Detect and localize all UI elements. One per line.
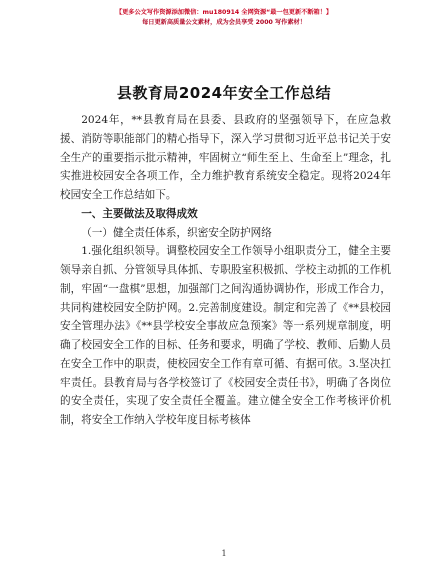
promo-banner — [0, 8, 448, 28]
subsection-heading: （一）健全责任体系，织密安全防护网络 — [81, 226, 272, 239]
section-heading: 一、主要做法及取得成效 — [81, 207, 198, 220]
intro-paragraph: 2024年，**县教育局在县委、县政府的坚强领导下，在应急救援、消防等职能部门的精心指导下，深入学习贯彻习近平总书记关于安全生产的重要指示批示精神，牢固树立“师生至上、生命至上”理念，扎实推进校园安全各项工作，全力维护教育系统安全稳定。现将2024年校园安全工作总结如下。 — [60, 114, 391, 201]
document-body — [60, 111, 391, 430]
document-title: 县教育局2024年安全工作总结 — [116, 84, 332, 102]
body-paragraph: 1.强化组织领导。调整校园安全工作领导小组职责分工，健全主要领导亲自抓、分管领导具体抓、专职股室积极抓、学校主动抓的工作机制，牢固“一盘棋”思想，加强部门之间沟通协调协作，形成工作合力，共同构建校园安全防护网。2.完善制度建设。制定和完善了《**县校园安全管理办法》《**县学校安全事故应急预案》等一系列规章制度，明确了校园安全工作的目标、任务和要求，明确了学校、教师、后勤人员在安全工作中的职责，使校园安全工作有章可循、有据可依。3.坚决扛牢责任。县教育局与各学校签订了《校园安全责任书》，明确了各岗位的安全责任，实现了安全责任全覆盖。建立健全安全工作考核评价机制，将安全工作纳入学校年度目标考核体 — [60, 245, 391, 426]
promo-banner-line-1: 【更多公文写作资源添加微信：mu180914 全网资源“最一包更新不断箱！】 — [115, 9, 333, 16]
page-number: 1 — [221, 549, 227, 558]
promo-banner-line-2: 每日更新高质量公文素材，成为会员享受 2000 写作素材！ — [142, 19, 306, 26]
